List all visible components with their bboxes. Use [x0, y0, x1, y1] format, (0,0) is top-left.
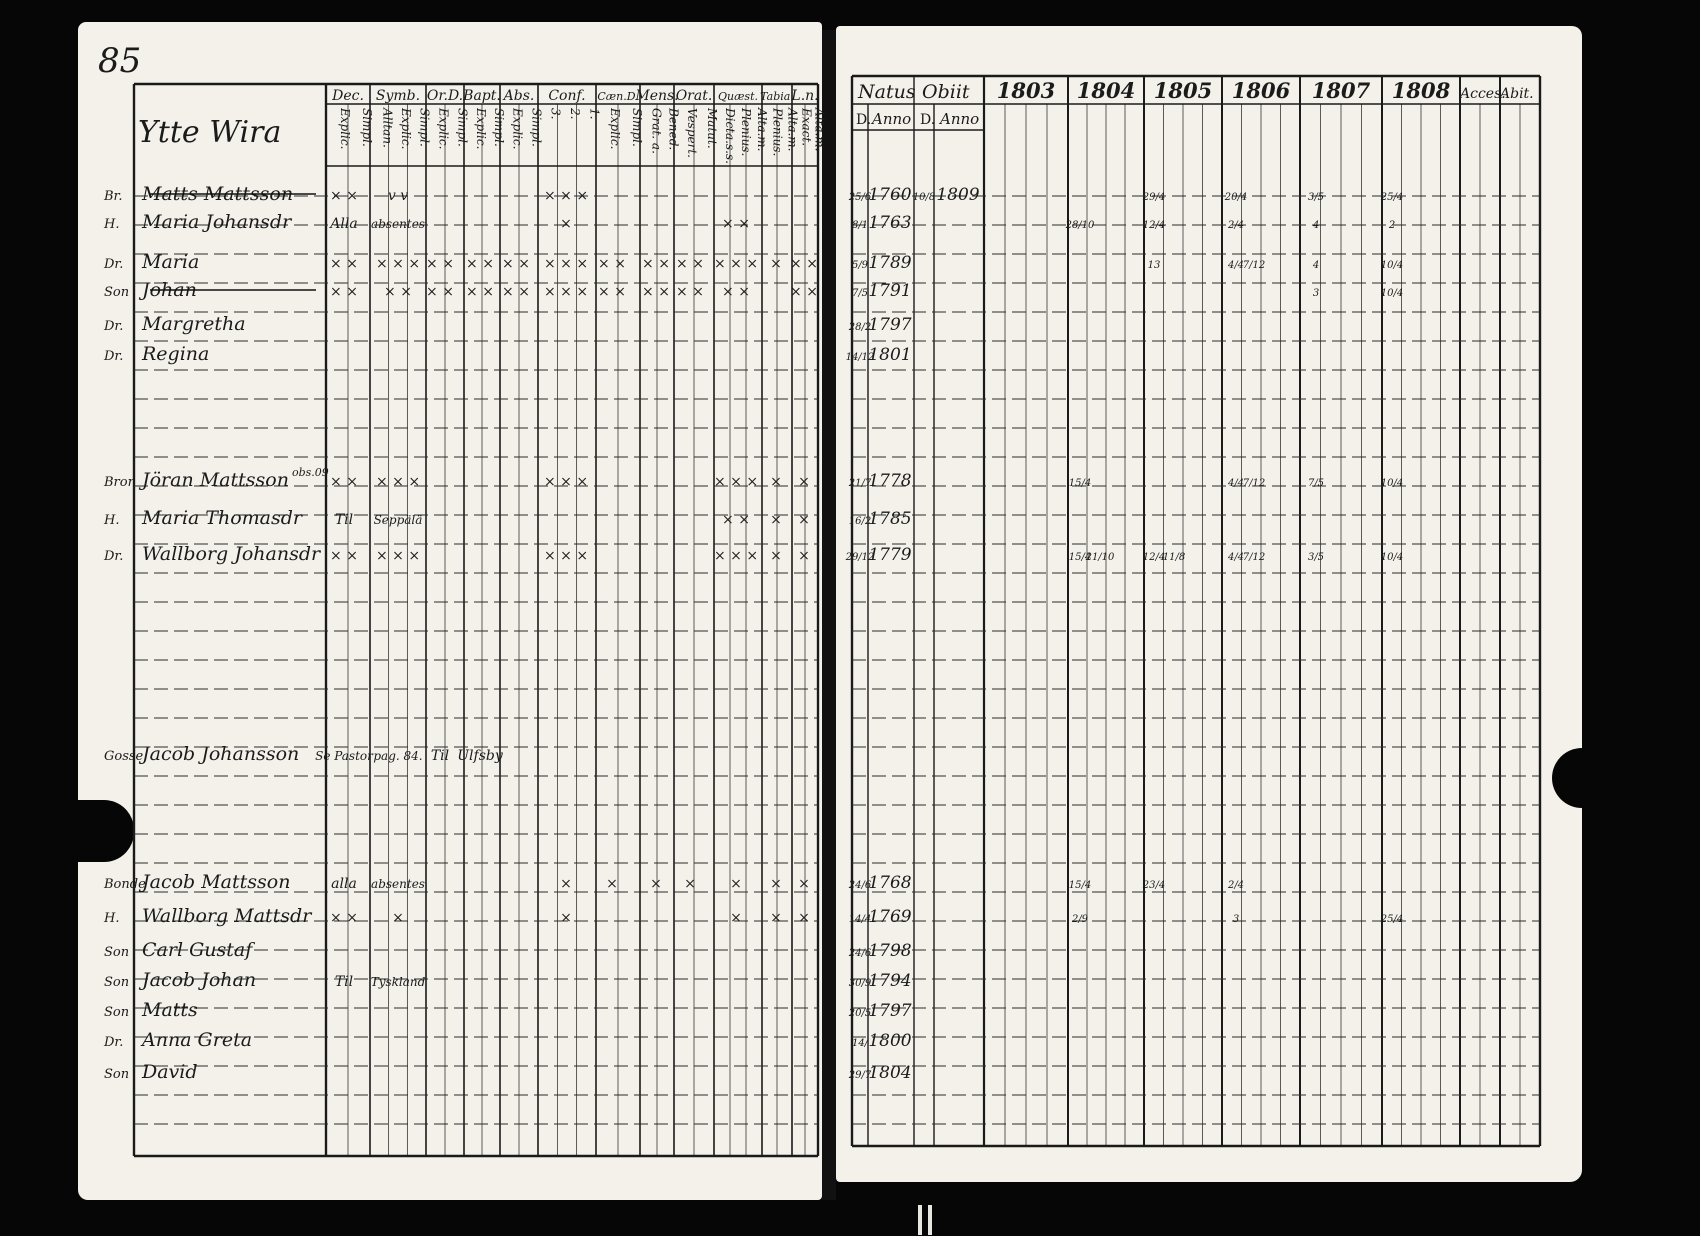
record-mark-bapt: Ulfsby [457, 748, 503, 764]
record-mark-symb: Seppälä [373, 513, 423, 527]
relation-prefix: Dr. [104, 1035, 124, 1050]
record-mark-dec: alla [331, 876, 357, 892]
column-header-8: Orat. [675, 88, 713, 104]
yearly-record-y1806: 2/4 [1227, 220, 1245, 231]
birth-year: 1804 [868, 1063, 912, 1083]
column-subheader: Matut. [705, 108, 719, 149]
record-mark-symb: absentes [371, 217, 425, 231]
date-row [849, 509, 912, 529]
relation-prefix: H. [104, 513, 120, 528]
birth-day: 7/5 [851, 288, 869, 299]
yearly-record-y1807: 3 [1312, 288, 1320, 299]
record-mark-tab: × [770, 910, 782, 926]
relation-prefix: Son [104, 1005, 130, 1020]
yearly-record-y1806: 20/4 [1224, 192, 1248, 203]
death-year: 1809 [936, 185, 980, 205]
birth-year: 1800 [868, 1031, 912, 1051]
birth-day: 21/7 [848, 478, 872, 489]
birth-day: 29/7 [848, 1070, 872, 1081]
column-subheader: Simpl. [492, 108, 506, 147]
birth-day: 14/4 [848, 914, 872, 925]
yearly-record-y1808: 25/4 [1380, 192, 1404, 203]
left-column-headers [331, 88, 826, 164]
record-mark-conf: × × × [543, 474, 589, 490]
record-mark-quaest: × × [722, 512, 750, 528]
record-mark-orat: × × [676, 284, 704, 300]
record-mark-symb: × × [384, 284, 412, 300]
household-row [103, 905, 810, 927]
column-subheader: Alta.m. [755, 108, 769, 152]
column-subheader: Simpl. [455, 108, 470, 147]
yearly-record-y1805: 29/4 [1142, 192, 1166, 203]
record-mark-ord: × × [426, 284, 454, 300]
column-header-5: Conf. [548, 88, 586, 104]
record-mark-symb: × × × [375, 256, 421, 272]
birth-year: 1798 [868, 941, 912, 961]
relation-prefix: Gosse [104, 749, 144, 764]
record-mark-quaest: × × [722, 216, 750, 232]
yearly-record-y1806: 4/4 [1227, 478, 1245, 489]
record-mark-dec: × × [330, 284, 358, 300]
record-mark-quaest: × × × [713, 548, 759, 564]
yearly-record-y1805b: 11/8 [1162, 552, 1186, 563]
date-row [848, 1001, 912, 1021]
record-mark-dec: Se Pastor [315, 749, 373, 763]
column-subheader: Alta.m. [812, 108, 827, 152]
relation-prefix: H. [104, 217, 120, 232]
record-mark-ln: × [798, 474, 810, 490]
birth-year: 1797 [868, 1001, 912, 1021]
yearly-record-y1808: 10/4 [1380, 288, 1404, 299]
birth-day: 29/12 [845, 552, 875, 563]
record-mark-mens: × [650, 876, 662, 892]
household-row [104, 939, 255, 961]
column-subheader: Alta.m. [785, 108, 800, 152]
record-mark-conf: × × × [543, 256, 589, 272]
record-mark-caen: × × [598, 284, 626, 300]
right-date-rows [845, 185, 1404, 1083]
column-subheader: Explic. [338, 108, 352, 150]
household-row [103, 507, 810, 529]
year-header-1805: 1805 [1153, 78, 1213, 103]
record-mark-symb: Tyskland [370, 975, 426, 989]
yearly-record-y1806: 4/4 [1227, 552, 1245, 563]
birth-year: 1801 [868, 345, 912, 365]
person-name: Jacob Mattsson [142, 871, 291, 893]
yearly-record-y1804: 15/4 [1068, 478, 1092, 489]
record-mark-symb: v v [387, 188, 409, 204]
household-row [104, 999, 198, 1021]
relation-prefix: Br. [104, 189, 123, 204]
record-mark-dec: Alla [330, 216, 358, 232]
year-header-1803: 1803 [996, 78, 1056, 103]
relation-prefix: Son [104, 945, 130, 960]
record-mark-dec: Til [334, 512, 354, 528]
record-mark-quaest: × × [722, 284, 750, 300]
birth-day: 8/1 [851, 220, 869, 231]
birth-day: 14/12 [845, 352, 875, 363]
relation-prefix: Bonde [104, 877, 146, 892]
relation-prefix: Bror [104, 475, 134, 490]
column-header-4: Abs. [503, 88, 535, 104]
village-name: Ytte Wira [138, 115, 282, 150]
person-name: Anna Greta [142, 1029, 253, 1051]
yearly-record-y1807: 3/5 [1307, 552, 1325, 563]
record-mark-conf: × × × [543, 548, 589, 564]
yearly-record-y1808: 2 [1388, 220, 1396, 231]
person-name: Maria Johansdr [142, 211, 292, 233]
column-subheader: Bened. [666, 108, 681, 151]
margin-note: obs.09 [292, 466, 329, 479]
column-header-6: Cæn.D. [597, 90, 639, 103]
person-name: David [142, 1061, 198, 1083]
yearly-record-y1804: 2/9 [1071, 914, 1089, 925]
household-row [103, 543, 810, 565]
record-mark-ln: × [798, 910, 810, 926]
record-mark-bapt: × × [466, 256, 494, 272]
relation-prefix: Dr. [104, 257, 124, 272]
person-name: Jacob Johansson [142, 743, 300, 765]
relation-prefix: Dr. [104, 319, 124, 334]
column-subheader: Plenius. [770, 108, 785, 157]
birth-year: 1768 [868, 873, 912, 893]
person-name: Jacob Johan [142, 969, 257, 991]
yearly-record-y1804b: 21/10 [1085, 552, 1115, 563]
yearly-record-y1804: 15/4 [1068, 552, 1092, 563]
household-row [103, 183, 588, 205]
birth-year: 1779 [868, 545, 912, 565]
yearly-record-y1806: 4/4 [1227, 260, 1245, 271]
birth-year: 1791 [868, 281, 912, 301]
column-subheader: Dicta.s.s. [723, 108, 737, 164]
birth-day: 30/9 [848, 978, 872, 989]
person-name: Carl Gustaf [142, 939, 253, 961]
column-subheader: Explic. [474, 108, 488, 150]
left-household-rows [103, 183, 818, 1083]
header-obiit-d: D. [920, 112, 936, 128]
record-mark-symb: × [392, 910, 404, 926]
date-row [849, 907, 1403, 927]
household-row [103, 466, 810, 491]
person-name: Maria [142, 251, 200, 273]
birth-year: 1797 [868, 315, 912, 335]
birth-day: 14/ [851, 1038, 869, 1049]
header-anno: Anno [872, 110, 912, 128]
household-row [103, 871, 810, 893]
column-header-3: Bapt. [463, 88, 501, 104]
record-mark-ord: × × [426, 256, 454, 272]
record-mark-tab: × [770, 876, 782, 892]
record-mark-abs: × × [502, 284, 530, 300]
column-subheader: 2. [568, 108, 582, 120]
person-name: Regina [142, 343, 210, 365]
yearly-record-y1804: 28/10 [1065, 220, 1095, 231]
yearly-record-y1806b: 7/12 [1242, 552, 1266, 563]
yearly-record-y1807: 4 [1312, 220, 1320, 231]
yearly-record-y1806b: 7/12 [1242, 478, 1266, 489]
column-subheader: Exact. [799, 108, 814, 147]
birth-year: 1789 [868, 253, 912, 273]
record-mark-orat: × [684, 876, 696, 892]
record-mark-dec: Til [334, 974, 354, 990]
right-ledger-grid [852, 76, 1540, 1146]
year-header-1807: 1807 [1311, 78, 1371, 103]
household-row [104, 969, 426, 991]
relation-prefix: Son [104, 285, 130, 300]
record-mark-ord: Til [430, 748, 450, 764]
record-mark-tab: × [770, 512, 782, 528]
record-mark-conf: × [560, 216, 572, 232]
record-mark-symb: pag. 84. [373, 749, 423, 763]
birth-year: 1769 [868, 907, 912, 927]
relation-prefix: H. [104, 911, 120, 926]
column-header-11: L.n. [791, 88, 819, 104]
relation-prefix: Son [104, 975, 130, 990]
column-subheader: 1. [587, 108, 602, 120]
yearly-record-y1806: 3 [1232, 914, 1240, 925]
record-mark-ln: × × [790, 284, 818, 300]
yearly-record-y1805: 12/4 [1142, 220, 1166, 231]
column-subheader: Explic. [510, 108, 525, 150]
person-name: Wallborg Johansdr [142, 543, 321, 565]
record-mark-symb: × × × [375, 474, 421, 490]
date-row [848, 185, 1403, 205]
yearly-record-y1808: 25/4 [1380, 914, 1404, 925]
record-mark-conf: × [560, 876, 572, 892]
birth-day: 16/2 [848, 516, 872, 527]
birth-day: 28/2 [848, 322, 872, 333]
yearly-record-y1805: 23/4 [1142, 880, 1166, 891]
record-mark-symb: × × × [375, 548, 421, 564]
record-mark-quaest: × × × [713, 474, 759, 490]
person-name: Johan [142, 279, 197, 301]
record-mark-quaest: × [730, 876, 742, 892]
record-mark-conf: × × × [543, 284, 589, 300]
birth-year: 1794 [868, 971, 912, 991]
column-subheader: Explic. [436, 108, 451, 150]
date-row [848, 315, 912, 335]
relation-prefix: Son [104, 1067, 130, 1082]
record-mark-dec: × × [330, 548, 358, 564]
record-mark-mens: × × [642, 256, 670, 272]
left-ledger-grid [134, 84, 818, 1156]
relation-prefix: Dr. [104, 349, 124, 364]
yearly-record-y1808: 10/4 [1380, 260, 1404, 271]
column-subheader: 3. [548, 108, 563, 120]
record-mark-orat: × × [676, 256, 704, 272]
birth-day: 24/6 [848, 948, 872, 959]
column-subheader: Explic. [399, 108, 413, 150]
birth-day: 5/9 [851, 260, 869, 271]
column-subheader: Simpl. [360, 108, 374, 147]
record-mark-bapt: × × [466, 284, 494, 300]
record-mark-abs: × × [502, 256, 530, 272]
record-mark-ln: × [798, 876, 810, 892]
record-mark-conf: × [560, 910, 572, 926]
person-name: Matts [142, 999, 198, 1021]
column-header-2: Or.D. [426, 88, 464, 104]
column-header-7: Mens. [635, 88, 679, 104]
column-subheader: Explic. [608, 108, 622, 150]
death-day: 10/8 [912, 192, 936, 203]
household-row [103, 343, 209, 365]
birth-year: 1763 [868, 213, 912, 233]
record-mark-quaest: × × × [713, 256, 759, 272]
record-mark-quaest: × [730, 910, 742, 926]
yearly-record-y1805: 13 [1147, 260, 1161, 271]
yearly-record-y1804: 15/4 [1068, 880, 1092, 891]
date-row [848, 941, 912, 961]
column-subheader: Simpl. [630, 108, 644, 147]
date-row [846, 345, 912, 365]
yearly-record-y1807: 4 [1312, 260, 1320, 271]
date-row [848, 471, 1403, 491]
birth-day: 20/5 [848, 1008, 872, 1019]
column-subheader: Alltan. [380, 108, 395, 148]
record-mark-tab: × [770, 474, 782, 490]
record-mark-dec: × × [330, 188, 358, 204]
record-mark-dec: × × [330, 910, 358, 926]
header-d: D. [856, 112, 872, 128]
person-name: Jöran Mattsson [142, 469, 289, 491]
yearly-record-y1808: 10/4 [1380, 478, 1404, 489]
yearly-record-y1808: 10/4 [1380, 552, 1404, 563]
record-mark-ln: × [798, 548, 810, 564]
column-subheader: Grat. a. [649, 108, 664, 154]
column-header-1: Symb. [375, 88, 421, 104]
date-row [852, 1031, 912, 1051]
record-mark-ln: × × [790, 256, 818, 272]
yearly-record-y1807: 7/5 [1307, 478, 1325, 489]
column-subheader: Simpl. [529, 108, 544, 147]
birth-year: 1785 [868, 509, 912, 529]
header-abiit: Abit. [1500, 86, 1534, 102]
column-header-10: Tabia. [760, 90, 794, 103]
yearly-record-y1805: 12/4 [1142, 552, 1166, 563]
record-mark-caen: × × [598, 256, 626, 272]
household-row [103, 313, 246, 335]
birth-day: 25/6 [848, 192, 872, 203]
record-mark-tab: × [770, 256, 782, 272]
record-mark-dec: × × [330, 256, 358, 272]
record-mark-conf: × × × [543, 188, 589, 204]
birth-year: 1760 [868, 185, 912, 205]
household-row [104, 1061, 198, 1083]
date-row [845, 545, 1404, 565]
date-row [849, 971, 912, 991]
record-mark-dec: × × [330, 474, 358, 490]
record-mark-tab: × [770, 548, 782, 564]
yearly-record-y1807: 3/5 [1307, 192, 1325, 203]
person-name: Matts Mattsson [142, 183, 294, 205]
yearly-record-y1806: 2/4 [1227, 880, 1245, 891]
record-mark-caen: × [606, 876, 618, 892]
page-number: 85 [98, 41, 142, 81]
date-row [848, 873, 1244, 893]
header-accessit: Acces. [1460, 86, 1506, 102]
household-row [103, 1029, 252, 1051]
person-name: Margretha [142, 313, 246, 335]
column-header-9: Quæst. [717, 90, 759, 103]
year-header-1804: 1804 [1076, 78, 1136, 103]
header-obiit: Obiit [922, 81, 970, 103]
header-natus: Natus [858, 81, 916, 103]
person-name: Wallborg Mattsdr [142, 905, 312, 927]
household-row [104, 279, 818, 301]
relation-prefix: Dr. [104, 549, 124, 564]
birth-year: 1778 [868, 471, 912, 491]
header-obiit-anno: Anno [940, 110, 980, 128]
person-name: Maria Thomasdr [142, 507, 302, 529]
yearly-record-y1806b: 7/12 [1242, 260, 1266, 271]
year-header-1808: 1808 [1391, 78, 1451, 103]
column-subheader: Simpl. [417, 108, 432, 147]
birth-day: 24/6 [848, 880, 872, 891]
record-mark-ln: × [798, 512, 810, 528]
record-mark-symb: absentes [371, 877, 425, 891]
year-header-1806: 1806 [1231, 78, 1291, 103]
column-subheader: Vespert. [685, 108, 699, 158]
column-subheader: Plenius. [739, 108, 753, 157]
household-row [104, 743, 504, 765]
record-mark-mens: × × [642, 284, 670, 300]
column-header-0: Dec. [332, 88, 364, 104]
